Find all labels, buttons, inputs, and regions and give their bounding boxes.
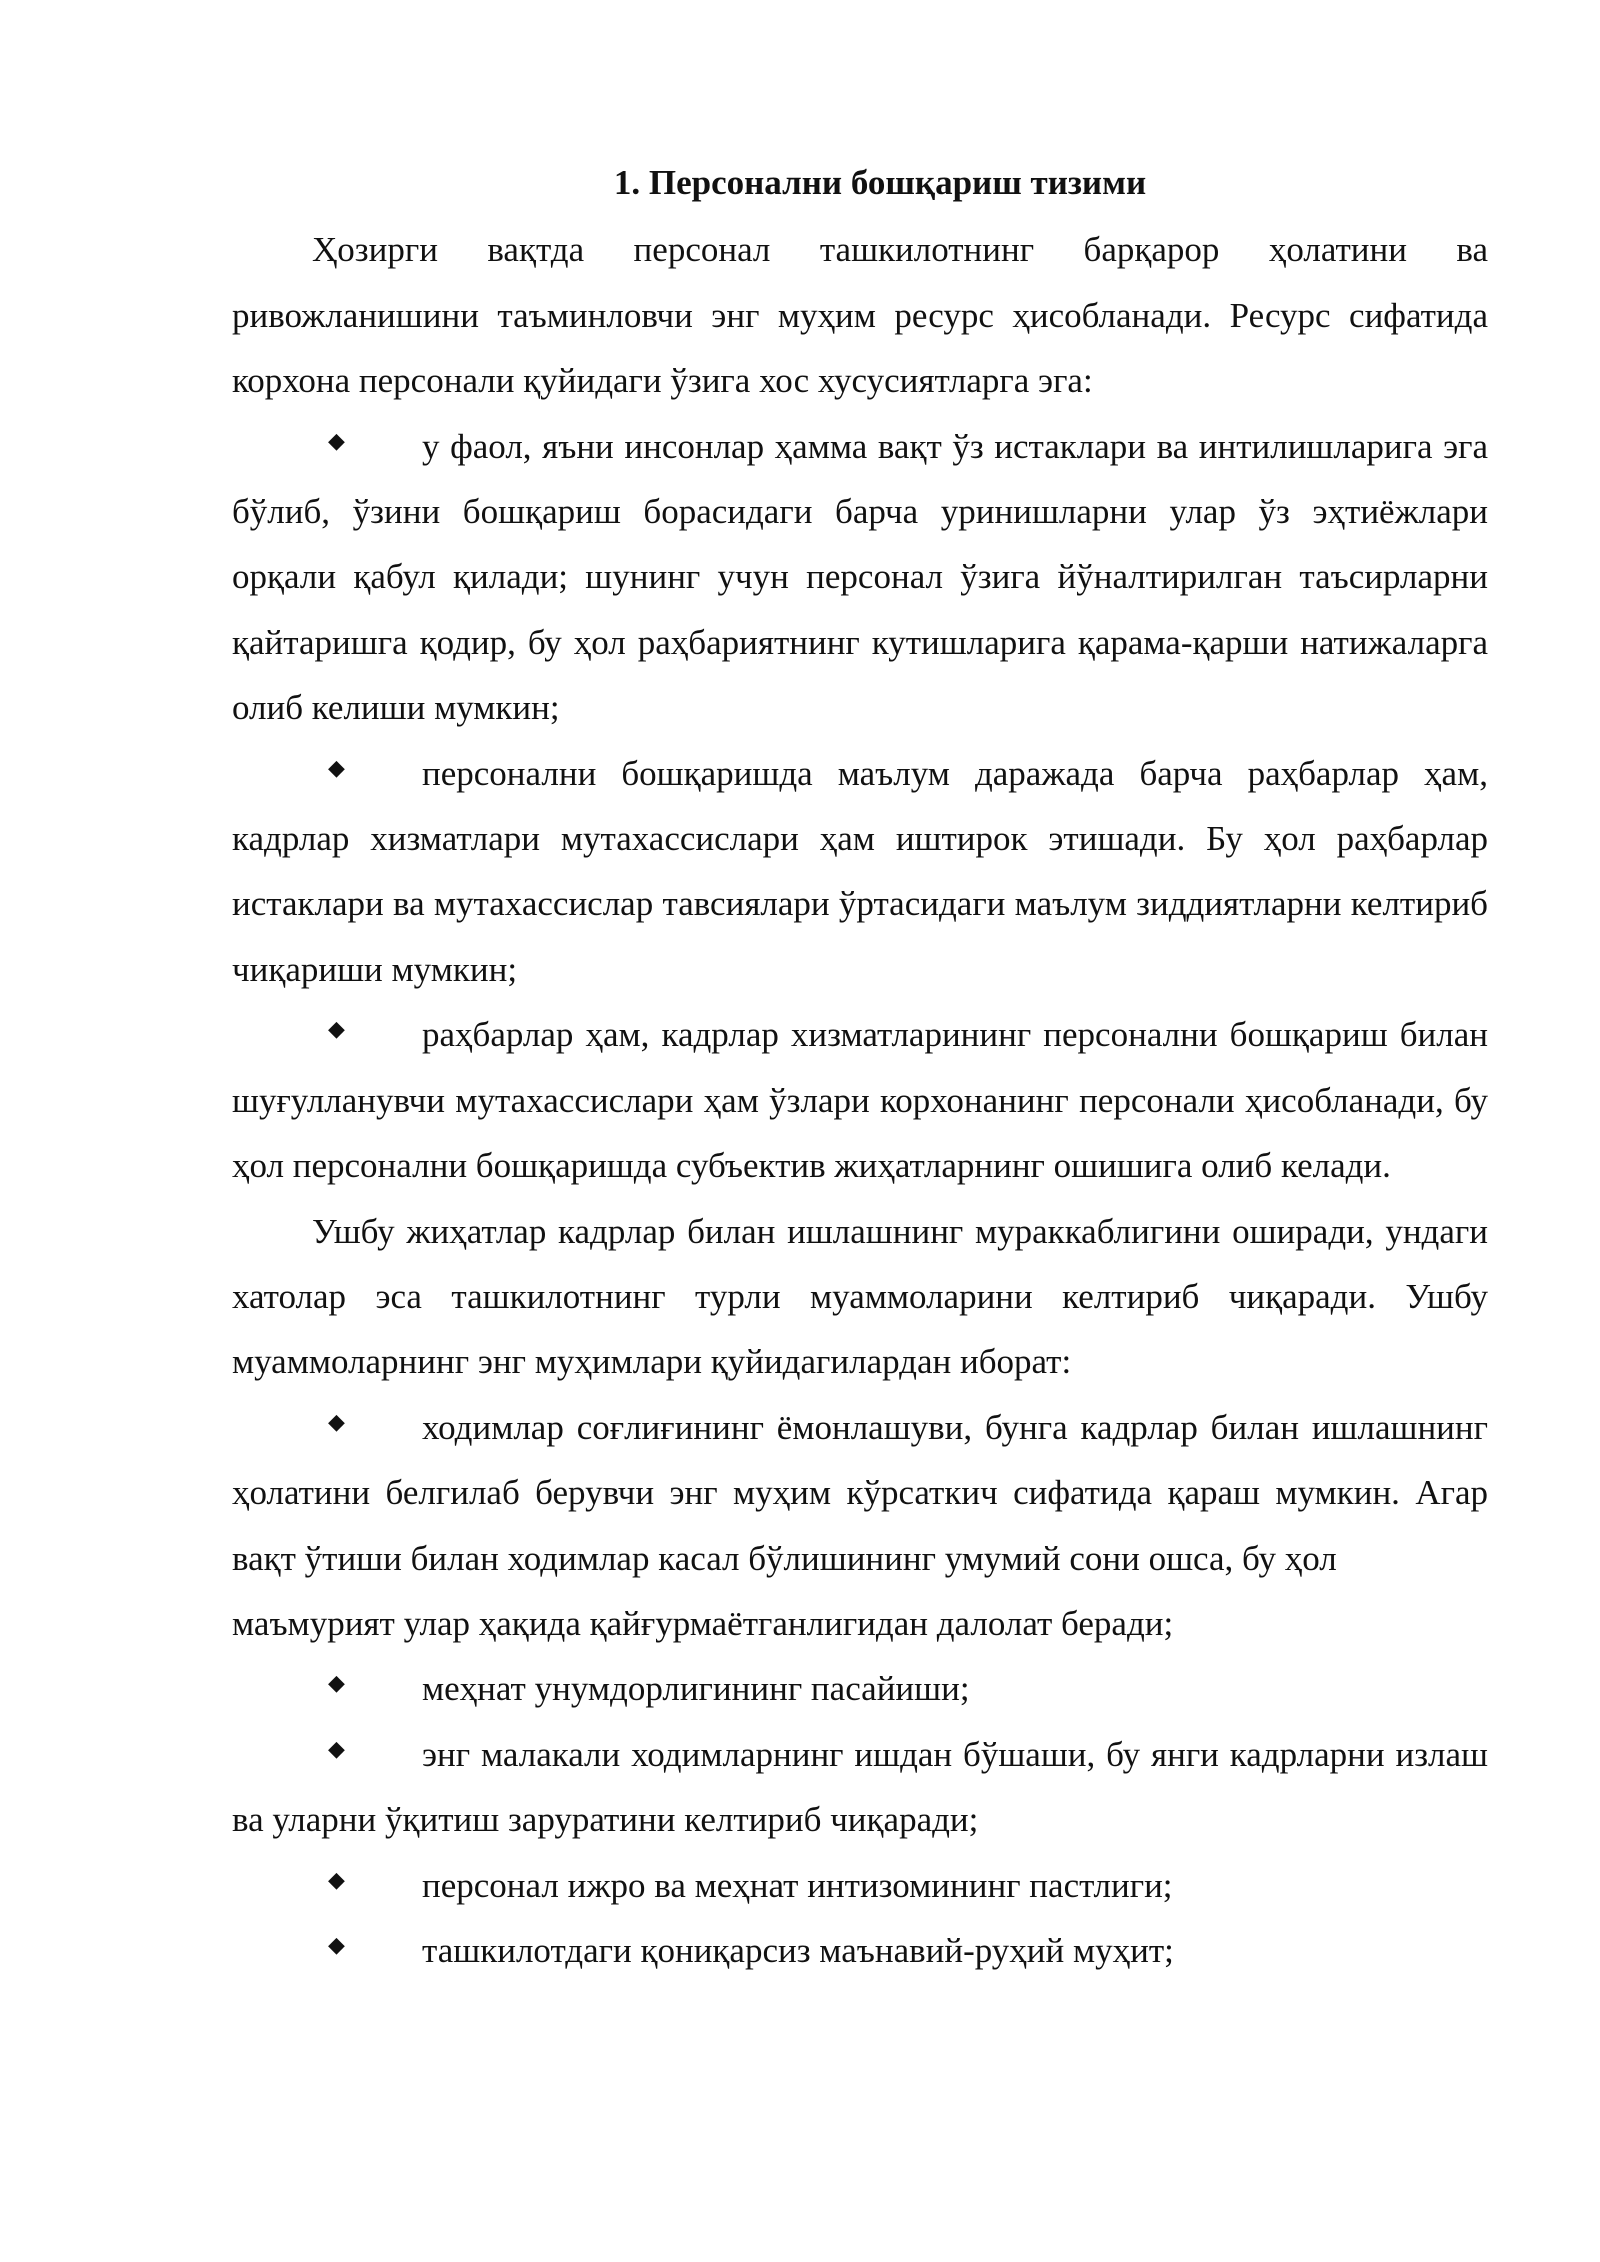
diamond-bullet-icon: ◆ [328,754,345,780]
feature-bullet-3 [232,1002,1488,1198]
problem-text: персонал ижро ва меҳнат интизомининг пастлиги; [422,1865,1173,1905]
problem-bullet-1-continuation: маъмурият улар ҳақида қайғурмаётганлигидан далолат беради; [232,1603,1174,1643]
diamond-bullet-icon: ◆ [328,1016,345,1042]
section-heading: 1. Персонални бошқариш тизими [613,163,1147,202]
document-page [232,150,1488,1983]
diamond-bullet-icon: ◆ [328,1866,345,1892]
feature-bullet-1 [232,414,1488,741]
problems-intro-paragraph: Ушбу жиҳатлар кадрлар билан ишлашнинг мураккаблигини оширади, ундаги хатолар эса ташкилотнинг турли муаммоларини келтириб чиқаради. Ушбу муаммоларнинг энг муҳимлари қуйидагилардан иборат: [232,1211,1488,1382]
problem-bullet-2 [232,1656,1488,1721]
problem-bullet-5 [232,1918,1488,1983]
feature-bullet-2 [232,741,1488,1003]
problem-text: меҳнат унумдорлигининг пасайиши; [422,1669,970,1709]
diamond-bullet-icon: ◆ [328,1931,345,1957]
feature-text: раҳбарлар ҳам, кадрлар хизматларининг персонални бошқариш билан шуғулланувчи мутахассислари ҳам ўзлари корхонанинг персонали ҳисобланади, бу ҳол персонални бошқаришда субъектив жиҳатларнинг ошишига олиб келади. [232,1015,1488,1186]
problem-text: ходимлар соғлиғининг ёмонлашуви, бунга кадрлар билан ишлашнинг ҳолатини белгилаб берувчи энг муҳим кўрсаткич сифатида қараш мумкин. Агар вақт ўтиши билан ходимлар касал бўлишининг умумий сони ошса, бу ҳол [232,1407,1488,1578]
problem-bullet-1 [232,1395,1488,1591]
diamond-bullet-icon: ◆ [328,1735,345,1761]
diamond-bullet-icon: ◆ [328,427,345,453]
problem-text: энг малакали ходимларнинг ишдан бўшаши, бу янги кадрларни излаш ва уларни ўқитиш заруратини келтириб чиқаради; [232,1734,1488,1840]
diamond-bullet-icon: ◆ [328,1408,345,1434]
intro-paragraph: Ҳозирги вақтда персонал ташкилотнинг барқарор ҳолатини ва ривожланишини таъминловчи энг муҳим ресурс ҳисобланади. Ресурс сифатида корхона персонали қуйидаги ўзига хос хусусиятларга эга: [232,230,1488,401]
problem-bullet-3 [232,1722,1488,1853]
problem-bullet-4 [232,1853,1488,1918]
feature-text: персонални бошқаришда маълум даражада барча раҳбарлар ҳам, кадрлар хизматлари мутахассислари ҳам иштирок этишади. Бу ҳол раҳбарлар истаклари ва мутахассислар тавсиялари ўртасидаги маълум зиддиятларни келтириб чиқариши мумкин; [232,753,1488,989]
diamond-bullet-icon: ◆ [328,1670,345,1696]
problem-text: ташкилотдаги қониқарсиз маънавий-руҳий муҳит; [422,1930,1174,1970]
feature-text: у фаол, яъни инсонлар ҳамма вақт ўз истаклари ва интилишларига эга бўлиб, ўзини бошқариш борасидаги барча уринишларни улар ўз эҳтиёжлари орқали қабул қилади; шунинг учун персонал ўзига йўналтирилган таъсирларни қайтаришга қодир, бу ҳол раҳбариятнинг кутишларига қарама-қарши натижаларга олиб келиши мумкин; [232,426,1488,728]
